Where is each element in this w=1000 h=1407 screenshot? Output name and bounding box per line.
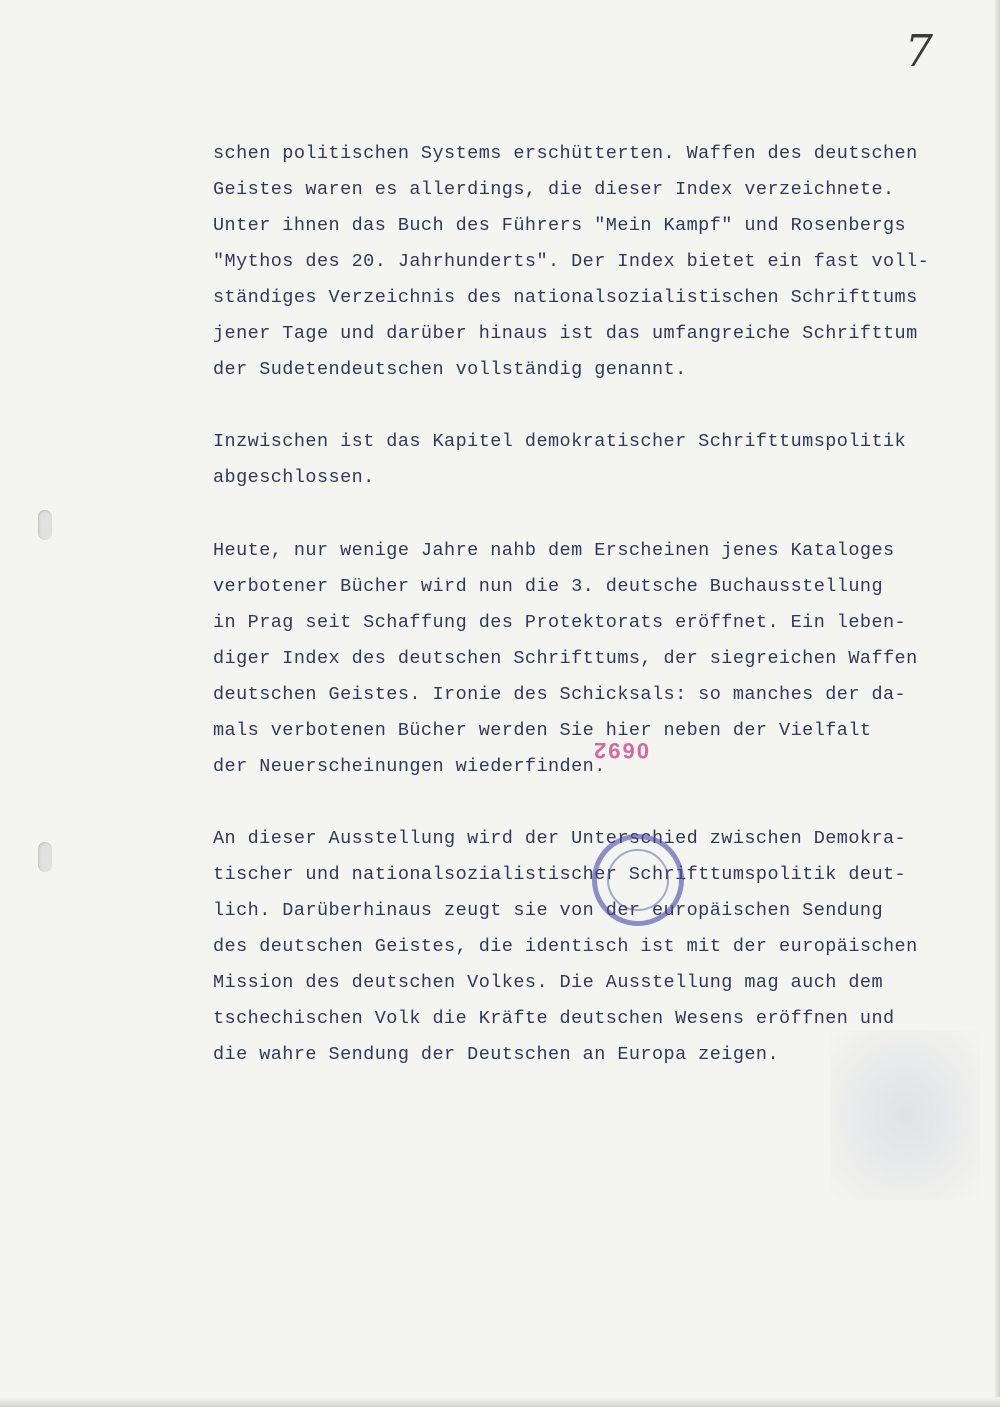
text-line: An dieser Ausstellung wird der Unterschied zwischen Demokra- <box>213 828 907 849</box>
punch-hole-lower <box>38 842 52 872</box>
text-line: Inzwischen ist das Kapitel demokratischer Schrifttumspolitik <box>213 431 907 452</box>
round-stamp-inner-ring <box>607 849 669 911</box>
text-line: tschechischen Volk die Kräfte deutschen Wesens eröffnen und <box>213 1008 895 1029</box>
text-line: Mission des deutschen Volkes. Die Ausstellung mag auch dem <box>213 972 884 993</box>
text-line: abgeschlossen. <box>213 467 375 488</box>
stamped-number: 0692 <box>592 738 649 763</box>
text-line: der Sudetendeutschen vollständig genannt. <box>213 359 687 380</box>
text-line: jener Tage und darüber hinaus ist das umfangreiche Schrifttum <box>213 323 918 344</box>
ink-smudge <box>830 1030 980 1200</box>
punch-hole-upper <box>38 510 52 540</box>
page-edge-shadow <box>994 0 1000 1407</box>
text-line: verbotener Bücher wird nun die 3. deutsche Buchausstellung <box>213 576 884 597</box>
text-line: diger Index des deutschen Schrifttums, der siegreichen Waffen <box>213 648 918 669</box>
typed-body-text <box>213 136 983 1073</box>
text-line: schen politischen Systems erschütterten. Waffen des deutschen <box>213 143 918 164</box>
text-line: der Neuerscheinungen wiederfinden. <box>213 756 606 777</box>
text-line: ständiges Verzeichnis des nationalsozialistischen Schrifttums <box>213 287 918 308</box>
paragraph-2 <box>213 424 983 496</box>
paragraph-1 <box>213 136 983 388</box>
text-line: Unter ihnen das Buch des Führers "Mein Kampf" und Rosenbergs <box>213 215 907 236</box>
text-line: "Mythos des 20. Jahrhunderts". Der Index bietet ein fast voll- <box>213 251 930 272</box>
text-line: mals verbotenen Bücher werden Sie hier neben der Vielfalt <box>213 720 872 741</box>
text-line: Heute, nur wenige Jahre nahb dem Erscheinen jenes Kataloges <box>213 540 895 561</box>
round-ink-stamp <box>592 834 684 926</box>
text-line: in Prag seit Schaffung des Protektorats eröffnet. Ein leben- <box>213 612 907 633</box>
text-line: deutschen Geistes. Ironie des Schicksals: so manches der da- <box>213 684 907 705</box>
text-line: Geistes waren es allerdings, die dieser Index verzeichnete. <box>213 179 895 200</box>
text-line: tischer und nationalsozialistischer Schrifttumspolitik deut- <box>213 864 907 885</box>
handwritten-page-number: 7 <box>905 26 933 77</box>
text-line: die wahre Sendung der Deutschen an Europa zeigen. <box>213 1044 780 1065</box>
page-bottom-shadow <box>0 1397 1000 1407</box>
text-line: lich. Darüberhinaus zeugt sie von der europäischen Sendung <box>213 900 884 921</box>
text-line: des deutschen Geistes, die identisch ist mit der europäischen <box>213 936 918 957</box>
